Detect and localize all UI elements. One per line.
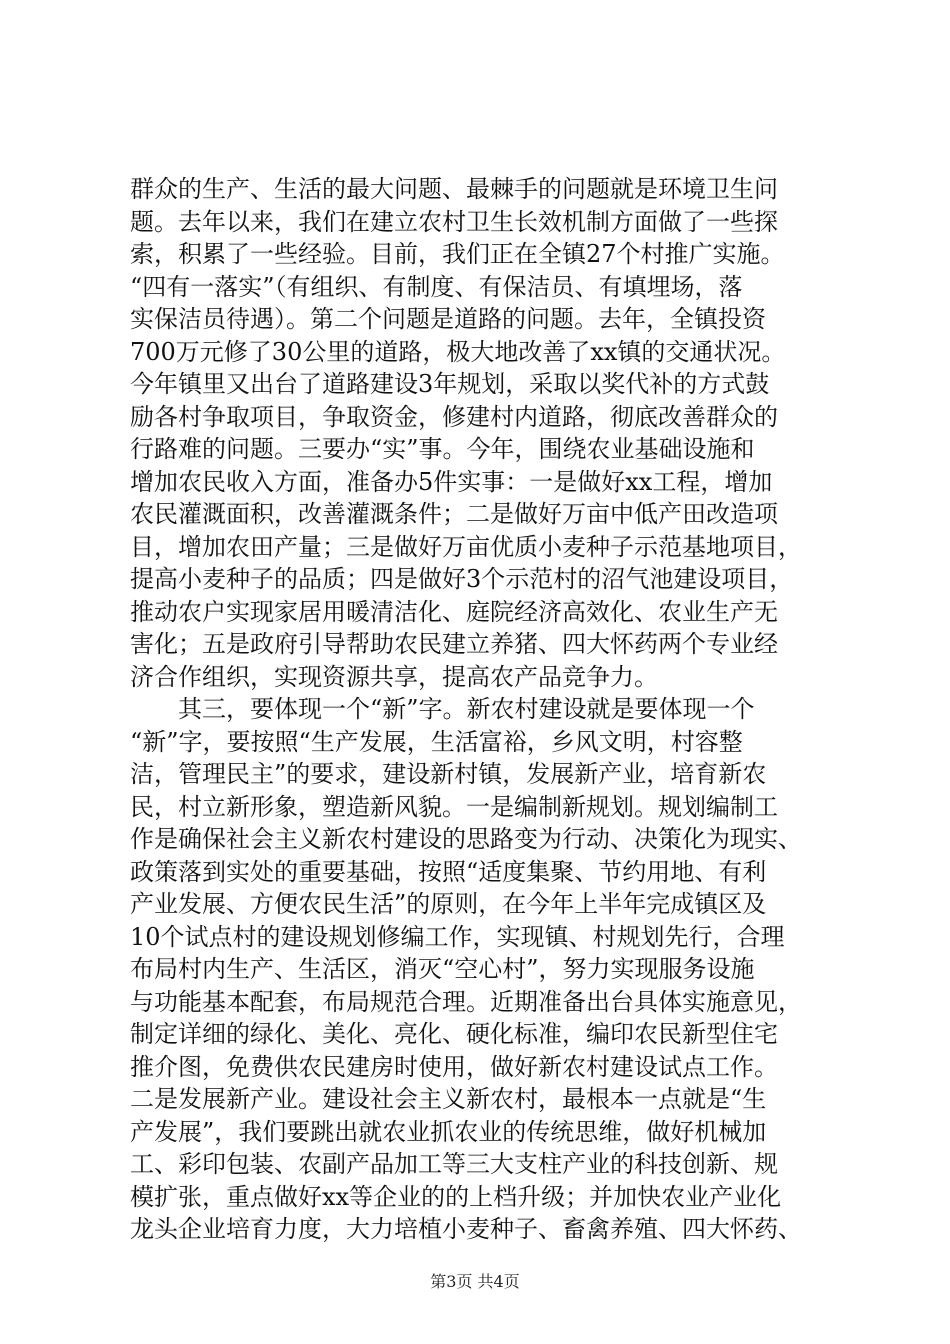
text-line: 农民灌溉面积，改善灌溉条件；二是做好万亩中低产田改造项 [130, 500, 778, 528]
text-line: 作是确保社会主义新农村建设的思路变为行动、决策化为现实、 [130, 825, 802, 853]
text-line: 制定详细的绿化、美化、亮化、硬化标准，编印农民新型住宅 [130, 1020, 778, 1048]
text-line: 工、彩印包装、农副产品加工等三大支柱产业的科技创新、规 [130, 1150, 778, 1178]
text-line: 模扩张，重点做好xx等企业的的上档升级；并加快农业产业化 [130, 1182, 782, 1211]
text-line: 与功能基本配套，布局规范合理。近期准备出台具体实施意见， [130, 987, 802, 1016]
text-line: 励各村争取项目，争取资金，修建村内道路，彻底改善群众的 [130, 402, 778, 431]
body-text [130, 173, 830, 1246]
text-line: 题。去年以来，我们在建立农村卫生长效机制方面做了一些探 [130, 207, 778, 236]
text-line: 济合作组织，实现资源共享，提高农产品竞争力。 [130, 662, 658, 691]
text-line: 洁，管理民主”的要求，建设新村镇，发展新产业，培育新农 [130, 760, 767, 788]
text-line: 二是发展新产业。建设社会主义新农村，最根本一点就是“生 [130, 1085, 767, 1113]
page-number-label: 第3页 共4页 [430, 1272, 520, 1291]
page-footer [0, 1272, 950, 1292]
text-line: “新”字，要按照“生产发展，生活富裕，乡风文明，村容整 [130, 727, 743, 756]
text-line: 推介图，免费供农民建房时使用，做好新农村建设试点工作。 [130, 1052, 778, 1081]
text-line: 产发展”，我们要跳出就农业抓农业的传统思维，做好机械加 [130, 1117, 767, 1146]
text-line: 实保洁员待遇）。第二个问题是道路的问题。去年，全镇投资 [130, 305, 766, 333]
text-line: “四有一落实”（有组织、有制度、有保洁员、有填埋场，落 [130, 272, 743, 301]
text-line: 索，积累了一些经验。目前，我们正在全镇27个村推广实施。 [130, 240, 785, 268]
text-line: 群众的生产、生活的最大问题、最棘手的问题就是环境卫生问 [130, 175, 778, 203]
text-line: 增加农民收入方面，准备办5件实事：一是做好xx工程，增加 [130, 467, 773, 496]
text-line: 推动农户实现家居用暖清洁化、庭院经济高效化、农业生产无 [130, 597, 778, 626]
text-line: 政策落到实处的重要基础，按照“适度集聚、节约用地、有利 [130, 857, 767, 886]
text-line: 700万元修了30公里的道路，极大地改善了xx镇的交通状况。 [130, 337, 786, 366]
text-line: 目，增加农田产量；三是做好万亩优质小麦种子示范基地项目， [130, 532, 802, 561]
text-line: 今年镇里又出台了道路建设3年规划，采取以奖代补的方式鼓 [130, 370, 770, 398]
text-line: 提高小麦种子的品质；四是做好3个示范村的沼气池建设项目， [130, 565, 794, 593]
text-line: 布局村内生产、生活区，消灭“空心村”，努力实现服务设施 [130, 955, 755, 983]
text-line: 产业发展、方便农民生活”的原则，在今年上半年完成镇区及 [130, 890, 767, 918]
text-line: 行路难的问题。三要办“实”事。今年，围绕农业基础设施和 [130, 435, 755, 463]
text-line: 龙头企业培育力度，大力培植小麦种子、畜禽养殖、四大怀药、 [130, 1215, 802, 1243]
text-line: 其三，要体现一个“新”字。新农村建设就是要体现一个 [130, 695, 755, 723]
text-line: 害化；五是政府引导帮助农民建立养猪、四大怀药两个专业经 [130, 630, 778, 658]
text-line: 10个试点村的建设规划修编工作，实现镇、村规划先行，合理 [130, 922, 785, 951]
text-line: 民，村立新形象，塑造新风貌。一是编制新规划。规划编制工 [130, 792, 778, 821]
